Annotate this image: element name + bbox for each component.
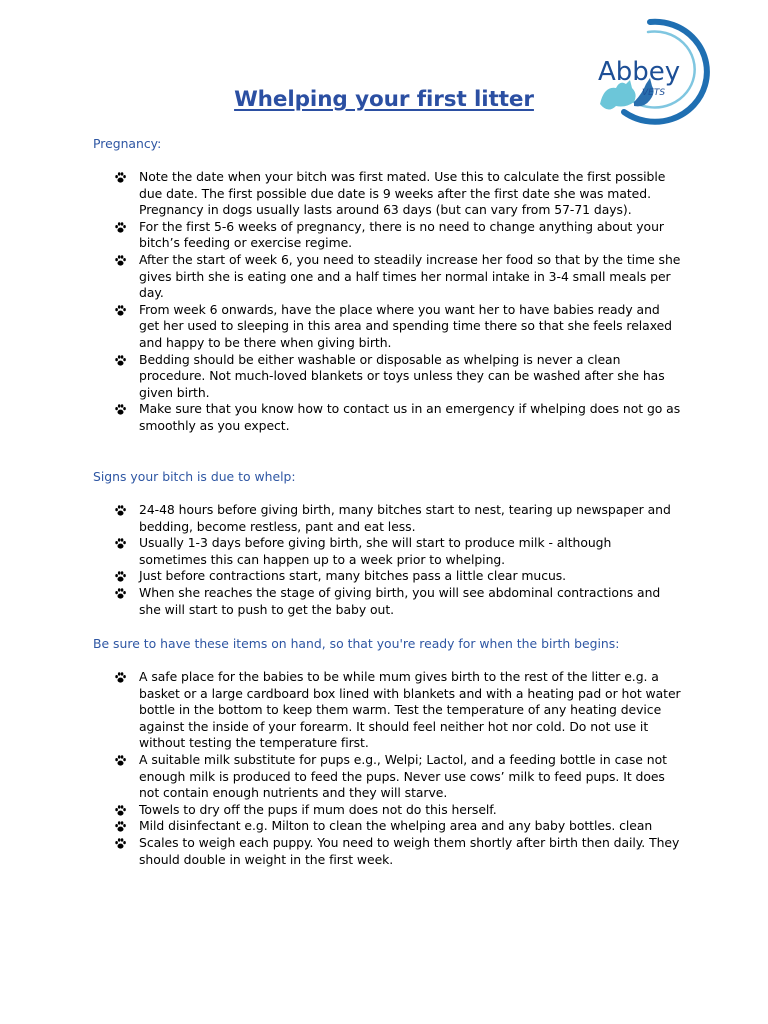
list-item-text: Make sure that you know how to contact us in an emergency if whelping does not go as smoothly as you expect. bbox=[139, 401, 681, 433]
section-heading-signs: Signs your bitch is due to whelp: bbox=[93, 469, 296, 484]
paw-icon bbox=[114, 221, 127, 234]
list-item-text: Towels to dry off the pups if mum does not do this herself. bbox=[139, 801, 497, 817]
list-item-text: Usually 1-3 days before giving birth, she will start to produce milk - although sometimes this can happen up to a week prior to whelping. bbox=[139, 535, 612, 567]
list-item bbox=[112, 169, 682, 219]
list-item bbox=[112, 752, 682, 802]
paw-icon bbox=[114, 804, 127, 817]
list-item-text: After the start of week 6, you need to steadily increase her food so that by the time she gives birth she is eating one and a half times her normal intake in 3-4 small meals per day. bbox=[139, 251, 681, 301]
paw-icon bbox=[114, 587, 127, 600]
list-item-text: For the first 5-6 weeks of pregnancy, there is no need to change anything about your bitch’s feeding or exercise regime. bbox=[139, 218, 664, 251]
list-item-text: A suitable milk substitute for pups e.g., Welpi; Lactol, and a feeding bottle in case not enough milk is produced to feed the pups. Never use cows’ milk to feed pups. It does not contain enough nutrients and they will starve. bbox=[139, 751, 667, 801]
paw-icon bbox=[114, 304, 127, 317]
paw-icon bbox=[114, 171, 127, 184]
list-item-text: From week 6 onwards, have the place where you want her to have babies ready and get her used to sleeping in this area and spending time there so that she feels relaxed and happy to be there when giving birth. bbox=[139, 301, 672, 350]
paw-icon bbox=[114, 570, 127, 583]
page-title: Whelping your first litter bbox=[234, 87, 534, 112]
paw-icon bbox=[114, 504, 127, 517]
list-item bbox=[112, 568, 682, 585]
list-item bbox=[112, 535, 682, 568]
list-item bbox=[112, 401, 682, 434]
svg-text:VETS: VETS bbox=[642, 88, 666, 98]
list-item bbox=[112, 219, 682, 252]
list-item bbox=[112, 835, 682, 868]
list-item bbox=[112, 585, 682, 618]
paw-icon bbox=[114, 403, 127, 416]
paw-icon bbox=[114, 837, 127, 850]
svg-text:Abbey: Abbey bbox=[598, 57, 681, 87]
paw-icon bbox=[114, 671, 127, 684]
list-item-text: A safe place for the babies to be while mum gives birth to the rest of the litter e.g. a basket or a large cardboard box lined with blankets and with a heating pad or hot water bottle in the bottom to keep them warm. Test the temperature of any heating device against the inside of your forearm. It should feel neither hot nor cold. Do not use it without testing the temperature first. bbox=[139, 669, 681, 751]
paw-icon bbox=[114, 537, 127, 550]
list-item-text: Note the date when your bitch was first mated. Use this to calculate the first possible due date. The first possible due date is 9 weeks after the first date she was mated. Pregnancy in dogs usually lasts around 63 days (but can vary from 57-71 days). bbox=[139, 169, 666, 218]
list-item bbox=[112, 302, 682, 352]
paw-icon bbox=[114, 754, 127, 767]
pregnancy-list bbox=[112, 169, 682, 435]
list-item-text: When she reaches the stage of giving birth, you will see abdominal contractions and she will start to push to get the baby out. bbox=[139, 584, 661, 617]
list-item bbox=[112, 352, 682, 402]
list-item-text: Scales to weigh each puppy. You need to weigh them shortly after birth then daily. They should double in weight in the first week. bbox=[139, 834, 680, 867]
list-item bbox=[112, 669, 682, 752]
list-item bbox=[112, 802, 682, 819]
list-item bbox=[112, 252, 682, 302]
list-item bbox=[112, 818, 682, 835]
list-item-text: 24-48 hours before giving birth, many bitches start to nest, tearing up newspaper and bedding, become restless, pant and eat less. bbox=[139, 502, 671, 534]
items-list bbox=[112, 669, 682, 868]
list-item-text: Bedding should be either washable or disposable as whelping is never a clean procedure. Not much-loved blankets or toys unless they can be washed after she has given birth. bbox=[139, 351, 665, 400]
signs-list bbox=[112, 502, 682, 618]
list-item-text: Just before contractions start, many bitches pass a little clear mucus. bbox=[139, 568, 567, 584]
list-item bbox=[112, 502, 682, 535]
paw-icon bbox=[114, 354, 127, 367]
section-heading-pregnancy: Pregnancy: bbox=[93, 136, 162, 151]
paw-icon bbox=[114, 820, 127, 833]
section-heading-items: Be sure to have these items on hand, so that you're ready for when the birth begins: bbox=[93, 636, 620, 651]
paw-icon bbox=[114, 254, 127, 267]
list-item-text: Mild disinfectant e.g. Milton to clean the whelping area and any baby bottles. clean bbox=[139, 818, 653, 834]
